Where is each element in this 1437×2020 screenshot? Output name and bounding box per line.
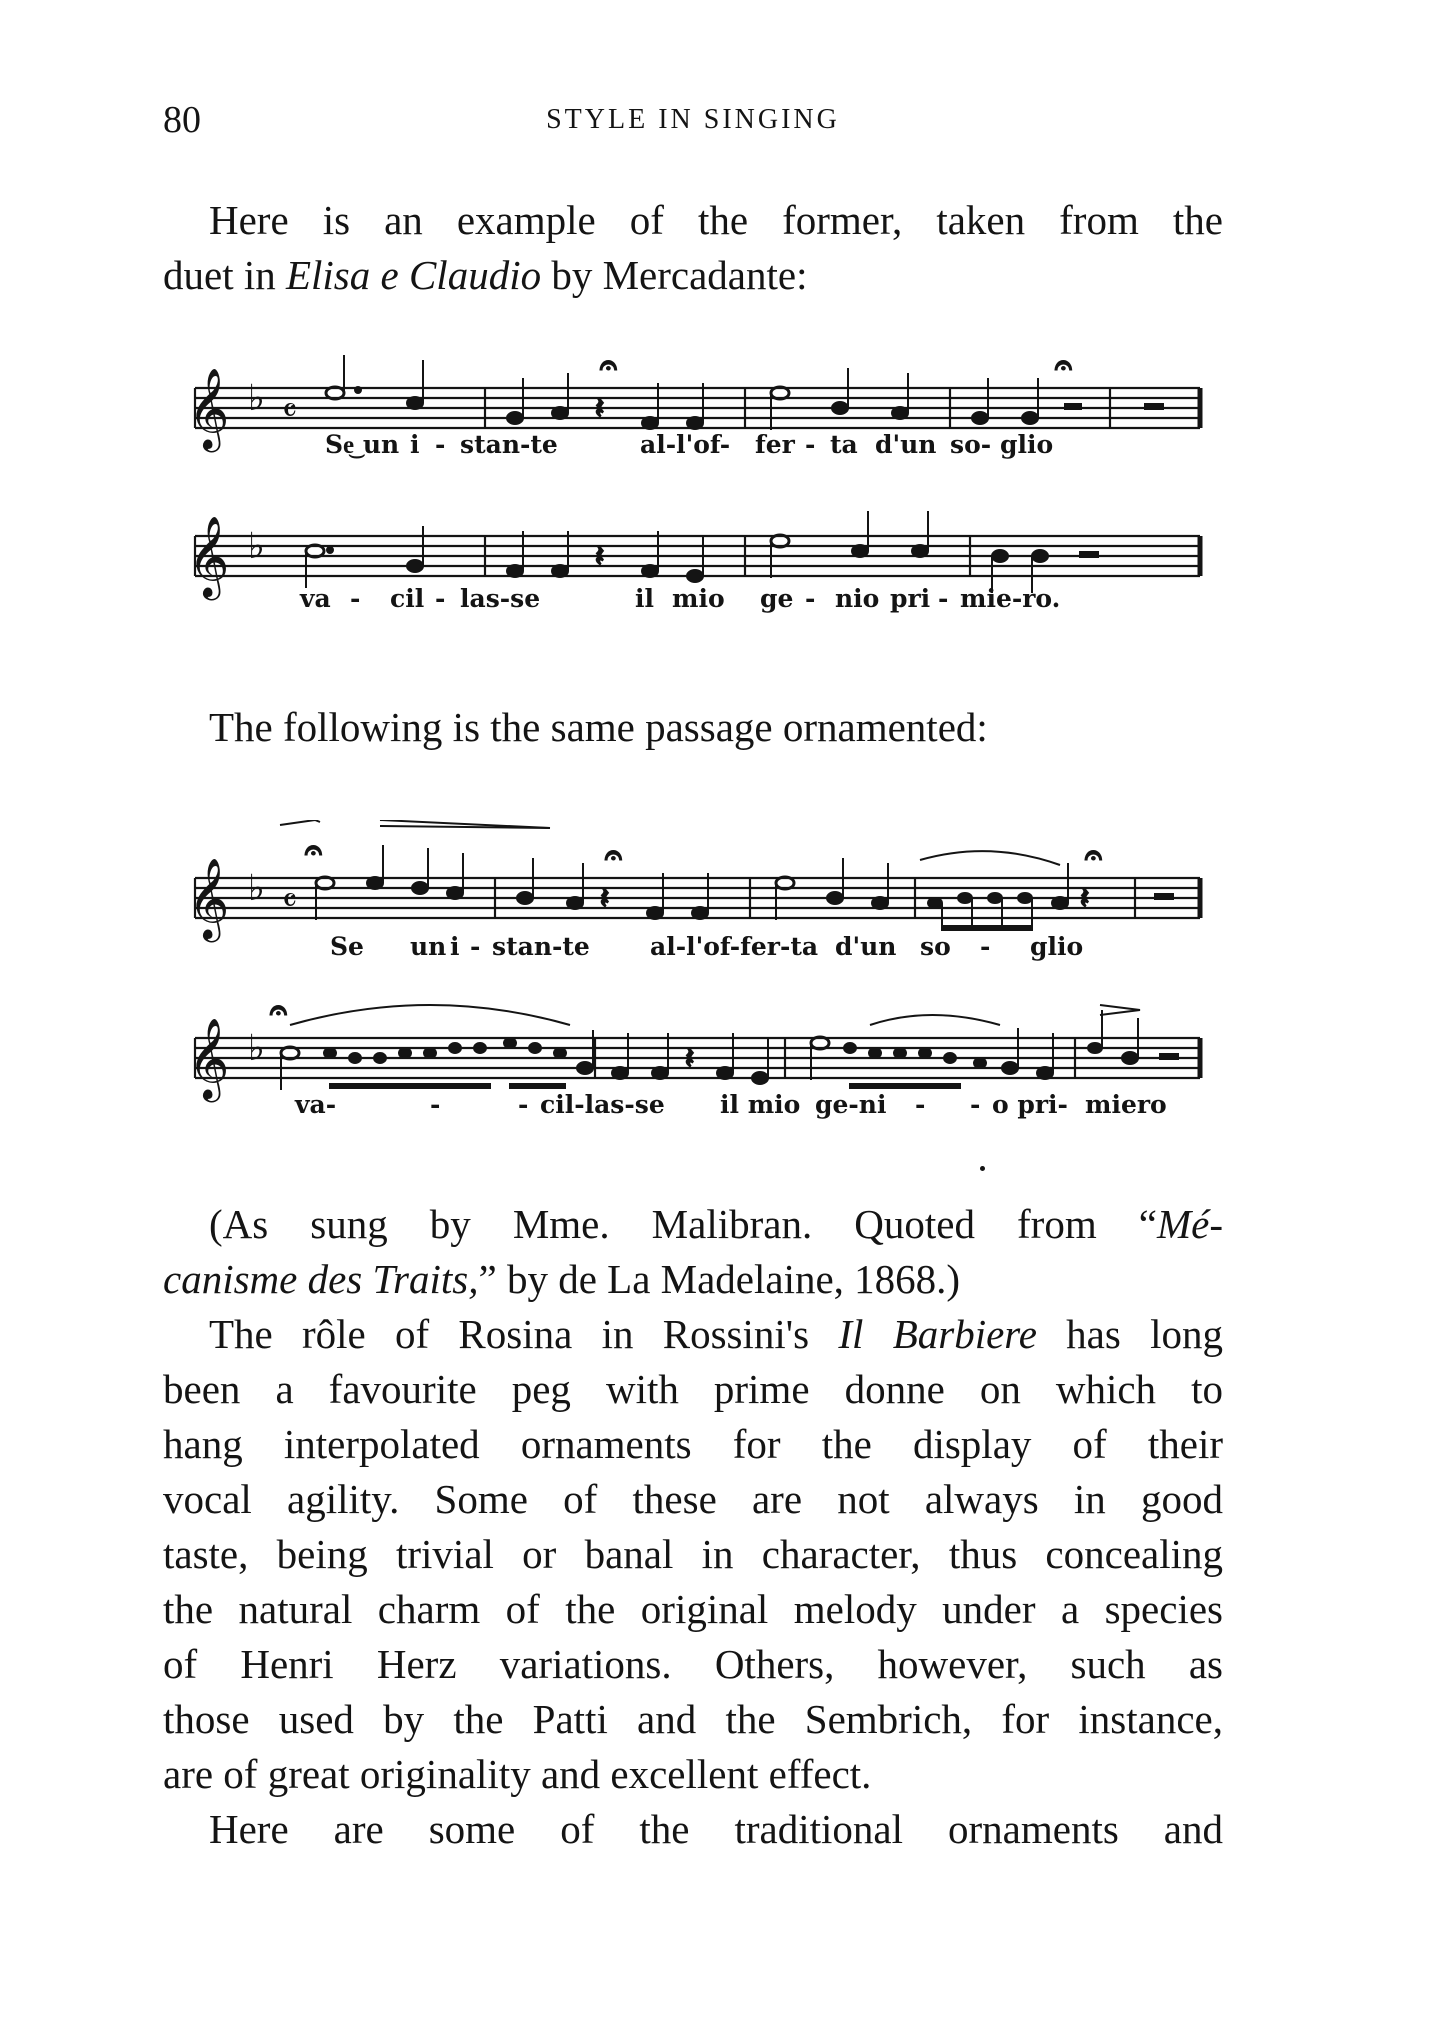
intro-prefix: duet in [163, 252, 286, 298]
para-line-6: the natural charm of the original melody under a species [163, 1586, 1223, 1632]
opera-title: Elisa e Claudio [285, 252, 542, 298]
para-line-8: those used by the Patti and the Sembrich, for instance, [163, 1696, 1223, 1742]
lyric-nio: nio [835, 584, 880, 613]
lyric-dun-2: d'un [835, 932, 897, 961]
lyric-ta: ta [830, 430, 858, 459]
body-paragraph [163, 1307, 1223, 1802]
lyric-va: va [300, 584, 331, 613]
para-line-2: been a favourite peg with prime donne on which to [163, 1366, 1223, 1412]
lyric-pri: pri [890, 584, 931, 613]
staff-3-notation [180, 820, 1220, 950]
intro-line-1: Here is an example of the former, taken from the [209, 197, 1223, 243]
closing-text [163, 1802, 1223, 1857]
lyric-lasse: las-se [460, 584, 541, 613]
lyric-cil: cil [390, 584, 425, 613]
closing-line: Here are some of the traditional ornaments and [209, 1806, 1223, 1852]
lyric-dash-9: - [430, 1090, 441, 1119]
flat-icon-3: ♭ [248, 868, 265, 909]
quote-suffix: ” by de La Madelaine, 1868.) [478, 1256, 961, 1302]
para-line-3: hang interpolated ornaments for the display of their [163, 1421, 1223, 1467]
lyric-dash: - [435, 430, 446, 459]
quote-source-part1: Mé- [1156, 1201, 1223, 1247]
rest-icon: 𝄽 [595, 391, 605, 426]
fermata-icon-2: 𝄐 [1055, 348, 1072, 383]
para-line-7: of Henri Herz variations. Others, however, such as [163, 1641, 1223, 1687]
para-line-4: vocal agility. Some of these are not always in good [163, 1476, 1223, 1522]
lyric-dash-4: - [435, 584, 446, 613]
common-time-icon-2: 𝄴 [282, 881, 298, 921]
flat-icon-4: ♭ [248, 1028, 265, 1069]
rest-icon-4: 𝄽 [1080, 881, 1090, 916]
stray-dot [980, 1166, 985, 1171]
example2-staff-2 [180, 980, 1220, 1119]
lyric-i: i [410, 430, 420, 459]
lyric-dash-6: - [938, 584, 949, 613]
page-header [163, 98, 1223, 148]
lyric-so-2: so [920, 932, 951, 961]
lyric-glio-2: glio [1030, 932, 1084, 961]
fermata-icon-5: 𝄐 [1085, 838, 1102, 873]
page-number: 80 [163, 99, 201, 141]
rest-icon-2: 𝄽 [595, 539, 605, 574]
lyric-se: Se [330, 932, 364, 961]
rest-icon-5: 𝄽 [685, 1041, 695, 1076]
lyric-allof: al-l'of- [640, 430, 731, 459]
quote-line-1 [163, 1197, 1223, 1252]
lyric-dun: d'un [875, 430, 937, 459]
lyric-i-2: i [450, 932, 460, 961]
lyric-seun: Se͜ un [325, 430, 400, 459]
lyric-stante: stan-te [460, 430, 558, 459]
lyric-glio: glio [1000, 430, 1054, 459]
lyric-dash-10: - [518, 1090, 529, 1119]
flat-icon: ♭ [248, 378, 265, 419]
lyric-dash-2: - [805, 430, 816, 459]
common-time-icon: 𝄴 [282, 391, 298, 431]
lyric-fer: fer [755, 430, 795, 459]
para-line-1-pre: The rôle of Rosina in Rossini's [209, 1311, 839, 1357]
lyric-ge: ge [760, 584, 794, 613]
lyric-miero: mie-ro. [960, 584, 1061, 613]
lyric-dash-3: - [350, 584, 361, 613]
opera-title-2: Il Barbiere [838, 1311, 1037, 1357]
lyric-opri: o pri- [992, 1090, 1068, 1119]
fermata-icon-6: 𝄐 [270, 993, 287, 1028]
lyric-dash-7: - [470, 932, 481, 961]
lyric-stante-2: stan-te [492, 932, 590, 961]
lyric-un: un [410, 932, 447, 961]
intro-line-2 [163, 248, 1223, 303]
fermata-icon: 𝄐 [600, 348, 617, 383]
lyric-so: so- [950, 430, 992, 459]
treble-clef-icon: 𝄞 [188, 367, 230, 449]
lyric-dash-12: - [970, 1090, 981, 1119]
lyric-geni: ge-ni [815, 1090, 887, 1119]
running-title: STYLE IN SINGING [546, 104, 840, 135]
treble-clef-icon-4: 𝄞 [188, 1017, 230, 1099]
lyric-dash-8: - [980, 932, 991, 961]
lyric-mio: mio [672, 584, 725, 613]
fermata-icon-3: 𝄐 [305, 833, 322, 868]
intro-text [163, 193, 1223, 303]
para-line-9: are of great originality and excellent effect. [163, 1751, 872, 1797]
quote-source-part2: canisme des Traits, [163, 1256, 479, 1302]
middle-text [163, 700, 1223, 755]
para-line-1-post: has long [1036, 1311, 1223, 1357]
intro-suffix: by Mercadante: [541, 252, 808, 298]
treble-clef-icon-3: 𝄞 [188, 857, 230, 939]
lyric-allofferta: al-l'of-fer-ta [650, 932, 819, 961]
example1-staff-1 [180, 330, 1220, 460]
rest-icon-3: 𝄽 [600, 881, 610, 916]
fermata-icon-4: 𝄐 [605, 838, 622, 873]
quote-line-2 [163, 1252, 1223, 1307]
para-line-1 [163, 1307, 1223, 1362]
lyric-ilmio: il mio [720, 1090, 801, 1119]
lyric-va-2: va- [295, 1090, 337, 1119]
lyric-miero-2: miero [1085, 1090, 1167, 1119]
example1-staff-2 [180, 478, 1220, 613]
flat-icon-2: ♭ [248, 526, 265, 567]
quote-prefix: (As sung by Mme. Malibran. Quoted from “ [209, 1201, 1157, 1247]
para-line-5: taste, being trivial or banal in character, thus concealing [163, 1531, 1223, 1577]
lyric-cillasse: cil-las-se [540, 1090, 665, 1119]
lyric-dash-11: - [915, 1090, 926, 1119]
treble-clef-icon-2: 𝄞 [188, 515, 230, 597]
quote-text [163, 1197, 1223, 1307]
lyric-dash-5: - [805, 584, 816, 613]
lyric-il: il [635, 584, 654, 613]
middle-line: The following is the same passage ornamented: [209, 704, 988, 750]
example2-staff-1 [180, 820, 1220, 961]
